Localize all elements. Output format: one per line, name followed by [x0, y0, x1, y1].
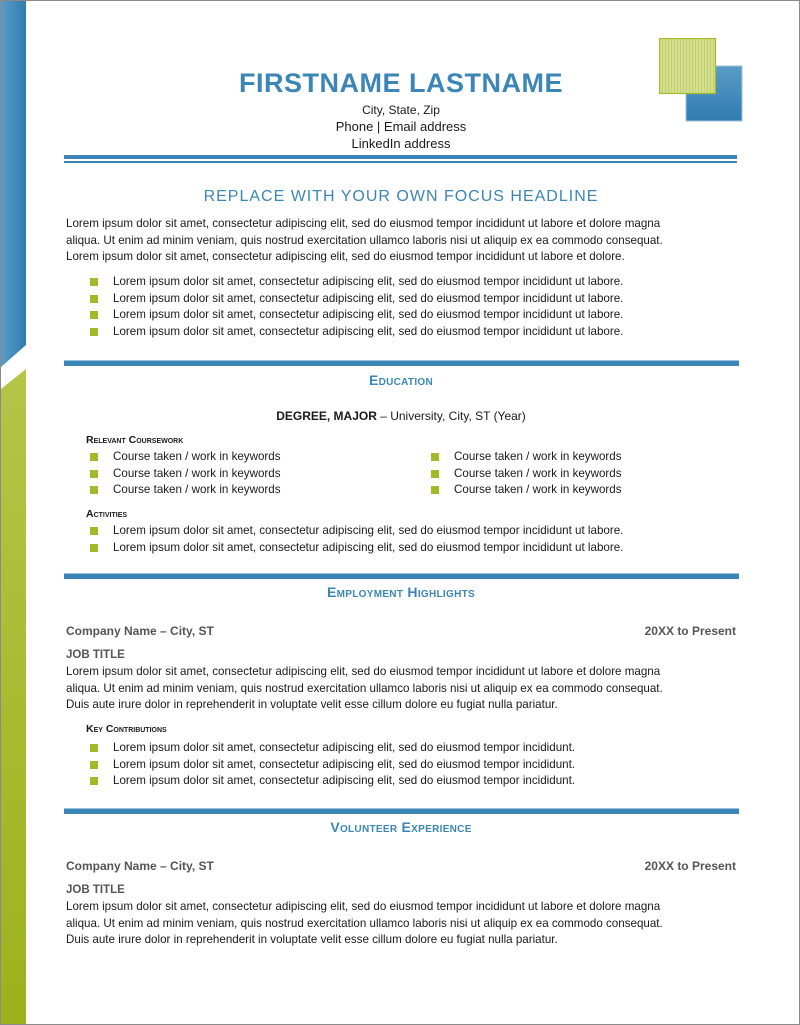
section-divider [64, 360, 739, 366]
description-line: Lorem ipsum dolor sit amet, consectetur adipiscing elit, sed do eiusmod tempor incididunt ut labore et dolore magna [66, 900, 661, 913]
employment-description [66, 664, 746, 714]
list-item [90, 773, 575, 790]
bullet-text: Course taken / work in keywords [454, 483, 622, 497]
bullet-square-icon [90, 744, 98, 752]
job-title: JOB TITLE [66, 884, 125, 896]
description-line: Duis aute irure dolor in reprehenderit in voluptate velit esse cillum dolore eu fugiat nulla pariatur. [66, 698, 558, 712]
volunteer-dates: 20XX to Present [644, 859, 736, 873]
summary-line: Lorem ipsum dolor sit amet, consectetur adipiscing elit, sed do eiusmod tempor incididunt ut labore et dolore magna [66, 217, 661, 230]
list-item [90, 449, 281, 466]
description-line: Duis aute irure dolor in reprehenderit in voluptate velit esse cillum dolore eu fugiat nulla pariatur. [66, 933, 558, 947]
list-item [90, 466, 281, 483]
activities-label: Activities [86, 508, 128, 520]
bullet-square-icon [90, 278, 98, 286]
bullet-square-icon [90, 777, 98, 785]
volunteer-company-row [66, 859, 736, 873]
phone-email: Phone | Email address [335, 119, 467, 134]
bullet-text: Course taken / work in keywords [113, 483, 281, 497]
coursework-label: Relevant Coursework [86, 434, 184, 446]
company-name: Company Name – City, ST [66, 859, 214, 873]
section-divider [64, 808, 739, 814]
bullet-square-icon [431, 453, 439, 461]
bullet-square-icon [431, 470, 439, 478]
bullet-text: Lorem ipsum dolor sit amet, consectetur adipiscing elit, sed do eiusmod tempor incididunt ut labore. [113, 540, 624, 554]
header-divider [64, 155, 737, 163]
degree-institution: – University, City, ST (Year) [376, 409, 526, 423]
coursework-left [90, 449, 281, 499]
summary-line: aliqua. Ut enim ad minim veniam, quis nostrud exercitation ullamco laboris nisi ut aliquip ex ea commodo consequat. [66, 233, 663, 247]
coursework-right [431, 449, 622, 499]
volunteer-description [66, 899, 746, 949]
list-item [431, 466, 622, 483]
list-item [90, 324, 623, 341]
summary-line: Lorem ipsum dolor sit amet, consectetur adipiscing elit, sed do eiusmod tempor incididunt ut labore et dolore. [66, 250, 625, 264]
bullet-square-icon [90, 470, 98, 478]
bullet-text: Course taken / work in keywords [454, 466, 622, 480]
bullet-square-icon [431, 486, 439, 494]
list-item [431, 482, 622, 499]
list-item [90, 740, 575, 757]
bullet-text: Course taken / work in keywords [113, 466, 281, 480]
bullet-text: Lorem ipsum dolor sit amet, consectetur adipiscing elit, sed do eiusmod tempor incididunt. [113, 757, 576, 771]
degree-major: DEGREE, MAJOR [276, 409, 377, 423]
section-divider [64, 573, 739, 579]
description-line: Lorem ipsum dolor sit amet, consectetur adipiscing elit, sed do eiusmod tempor incididunt ut labore et dolore magna [66, 665, 661, 678]
description-line: aliqua. Ut enim ad minim veniam, quis nostrud exercitation ullamco laboris nisi ut aliquip ex ea commodo consequat. [66, 916, 663, 930]
bullet-text: Course taken / work in keywords [454, 450, 622, 463]
bullet-square-icon [90, 453, 98, 461]
bullet-text: Lorem ipsum dolor sit amet, consectetur adipiscing elit, sed do eiusmod tempor incididunt ut labore. [113, 291, 624, 305]
bullet-text: Lorem ipsum dolor sit amet, consectetur adipiscing elit, sed do eiusmod tempor incididunt. [113, 741, 576, 754]
degree-line [64, 409, 738, 423]
bullet-square-icon [90, 311, 98, 319]
employment-dates: 20XX to Present [644, 624, 736, 638]
sidebar-decoration [1, 1, 26, 1024]
list-item [90, 291, 623, 308]
activities-list [90, 523, 623, 556]
list-item [90, 482, 281, 499]
bullet-text: Lorem ipsum dolor sit amet, consectetur adipiscing elit, sed do eiusmod tempor incididunt ut labore. [113, 308, 624, 322]
focus-headline: REPLACE WITH YOUR OWN FOCUS HEADLINE [203, 188, 599, 205]
bullet-square-icon [90, 486, 98, 494]
bullet-square-icon [90, 328, 98, 336]
candidate-name: FIRSTNAME LASTNAME [239, 68, 563, 98]
focus-bullets [90, 274, 623, 340]
bullet-text: Lorem ipsum dolor sit amet, consectetur adipiscing elit, sed do eiusmod tempor incididunt ut labore. [113, 324, 624, 338]
resume-header [64, 66, 738, 152]
section-title-volunteer: Volunteer Experience [330, 819, 472, 835]
bullet-text: Lorem ipsum dolor sit amet, consectetur adipiscing elit, sed do eiusmod tempor incididunt. [113, 774, 576, 788]
list-item [90, 757, 575, 774]
bullet-text: Lorem ipsum dolor sit amet, consectetur adipiscing elit, sed do eiusmod tempor incididunt ut labore. [113, 275, 624, 288]
linkedin: LinkedIn address [351, 136, 451, 151]
contributions-label: Key Contributions [86, 723, 167, 735]
list-item [90, 307, 623, 324]
list-item [90, 274, 623, 291]
employment-company-row [66, 624, 736, 638]
bullet-square-icon [90, 295, 98, 303]
bullet-square-icon [90, 544, 98, 552]
contributions-list [90, 740, 575, 790]
list-item [90, 523, 623, 540]
focus-summary [66, 216, 746, 266]
bullet-square-icon [90, 761, 98, 769]
section-title-employment: Employment Highlights [327, 584, 475, 600]
company-name: Company Name – City, ST [66, 624, 214, 638]
bullet-text: Lorem ipsum dolor sit amet, consectetur adipiscing elit, sed do eiusmod tempor incididunt ut labore. [113, 524, 624, 537]
description-line: aliqua. Ut enim ad minim veniam, quis nostrud exercitation ullamco laboris nisi ut aliquip ex ea commodo consequat. [66, 681, 663, 695]
bullet-square-icon [90, 527, 98, 535]
bullet-text: Course taken / work in keywords [113, 450, 281, 463]
job-title: JOB TITLE [66, 649, 125, 661]
list-item [431, 449, 622, 466]
location: City, State, Zip [362, 103, 440, 117]
section-title-education: Education [368, 372, 434, 388]
list-item [90, 540, 623, 557]
